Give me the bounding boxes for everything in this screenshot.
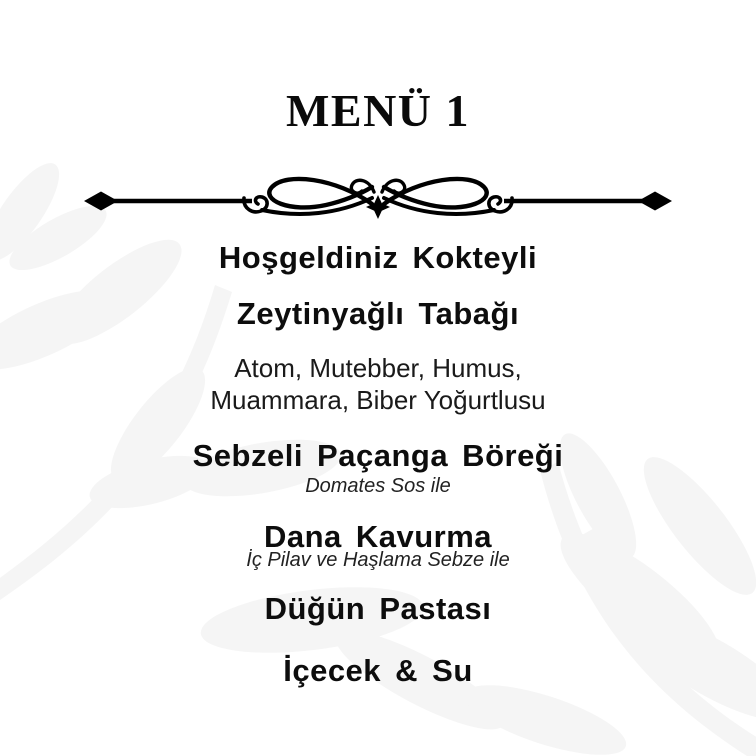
menu-item-dana-kavurma: Dana Kavurma [263, 519, 493, 554]
menu-item-note-ic-pilav: İç Pilav ve Haşlama Sebze ile [246, 549, 510, 571]
menu-item-dugun-pastasi: Düğün Pastası [264, 591, 492, 626]
menu-item-description-line-2: Muammara, Biber Yoğurtlusu [210, 385, 546, 415]
menu-item-zeytinyagli-tabagi: Zeytinyağlı Tabağı [236, 296, 520, 331]
menu-item-sebzeli-pacanga-boregi: Sebzeli Paçanga Böreği [192, 438, 564, 473]
menu-item-icecek-su: İçecek & Su [283, 653, 473, 688]
diamond-icon [84, 192, 118, 211]
divider-right-half [382, 179, 672, 214]
menu-item-hosgeldiniz-kokteyli: Hoşgeldiniz Kokteyli [218, 240, 538, 275]
divider-left-half [84, 179, 374, 214]
diamond-icon [638, 192, 672, 211]
ornamental-divider [0, 168, 756, 238]
menu-item-note-domates-sos: Domates Sos ile [305, 475, 451, 497]
menu-title: MENÜ 1 [285, 85, 471, 136]
menu-item-description-line-1: Atom, Mutebber, Humus, [234, 353, 522, 383]
